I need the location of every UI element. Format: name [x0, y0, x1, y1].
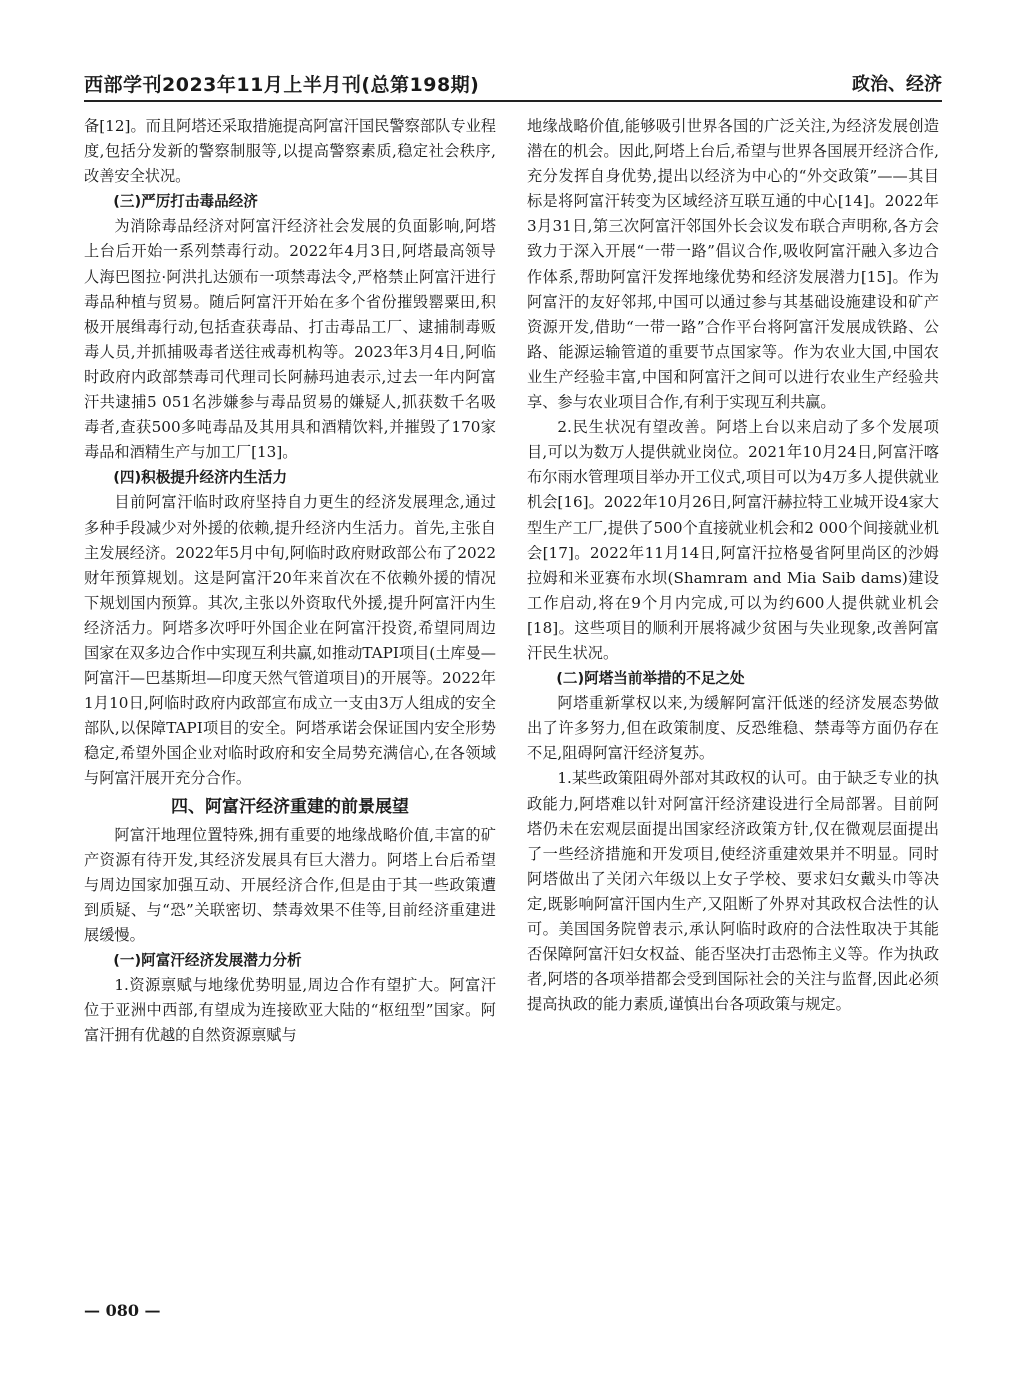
journal-title: 西部学刊2023年11月上半月刊(总第198期)	[84, 74, 480, 96]
paragraph: 2.民生状况有望改善。阿塔上台以来启动了多个发展项目,可以为数万人提供就业岗位。2021年10月24日,阿富汗喀布尔雨水管理项目举办开工仪式,项目可以为4万多人提供就业机会[16]。2022年10月26日,阿富汗赫拉特工业城开设4家大型生产工厂,提供了500个直接就业机会和2 000个间接就业机会[17]。2022年11月14日,阿富汗拉格曼省阿里尚区的沙姆拉姆和米亚赛布水坝(Shamram and Mia Saib dams)建设工作启动,将在9个月内完成,可以为约600人提供就业机会[18]。这些项目的顺利开展将减少贫困与失业现象,改善阿富汗民生状况。	[527, 418, 939, 662]
paragraph: 阿塔重新掌权以来,为缓解阿富汗低迷的经济发展态势做出了许多努力,但在政策制度、反恐维稳、禁毒等方面仍存在不足,阻碍阿富汗经济复苏。	[527, 694, 939, 763]
paragraph: 为消除毒品经济对阿富汗经济社会发展的负面影响,阿塔上台后开始一系列禁毒行动。2022年4月3日,阿塔最高领导人海巴图拉·阿洪扎达颁布一项禁毒法令,严格禁止阿富汗进行毒品种植与贸易。随后阿富汗开始在多个省份摧毁罂粟田,积极开展缉毒行动,包括查获毒品、打击毒品工厂、逮捕制毒贩毒人员,并抓捕吸毒者送往戒毒机构等。2023年3月4日,阿临时政府内政部禁毒司代理司长阿赫玛迪表示,过去一年内阿富汗共逮捕5 051名涉嫌参与毒品贸易的嫌疑人,抓获数千名吸毒者,查获500多吨毒品及其用具和酒精饮料,并摧毁了170家毒品和酒精生产与加工厂[13]。	[84, 217, 496, 462]
left-column	[84, 114, 496, 1048]
paragraph: 1.资源禀赋与地缘优势明显,周边合作有望扩大。阿富汗位于亚洲中西部,有望成为连接欧亚大陆的“枢纽型”国家。阿富汗拥有优越的自然资源禀赋与	[84, 976, 496, 1045]
paragraph: 阿富汗地理位置特殊,拥有重要的地缘战略价值,丰富的矿产资源有待开发,其经济发展具有巨大潜力。阿塔上台后希望与周边国家加强互动、开展经济合作,但是由于其一些政策遭到质疑、与“恐”关联密切、禁毒效果不佳等,目前经济重建进展缓慢。	[84, 825, 496, 944]
subsection-heading: (三)严厉打击毒品经济	[113, 193, 258, 211]
running-header	[84, 66, 942, 106]
subsection-heading: (一)阿富汗经济发展潜力分析	[113, 952, 302, 969]
paragraph: 备[12]。而且阿塔还采取措施提高阿富汗国民警察部队专业程度,包括分发新的警察制服等,以提高警察素质,稳定社会秩序,改善安全状况。	[84, 117, 496, 186]
subsection-heading: (二)阿塔当前举措的不足之处	[556, 670, 745, 688]
page-number: — 080 —	[84, 1301, 161, 1320]
right-column	[527, 114, 939, 1017]
section-title: 政治、经济	[852, 74, 942, 95]
subsection-heading: (四)积极提升经济内生活力	[113, 469, 288, 487]
paragraph: 地缘战略价值,能够吸引世界各国的广泛关注,为经济发展创造潜在的机会。因此,阿塔上台后,希望与世界各国展开经济合作,充分发挥自身优势,提出以经济为中心的“外交政策”——其目标是将阿富汗转变为区域经济互联互通的中心[14]。2022年3月31日,第三次阿富汗邻国外长会议发布联合声明称,各方会致力于深入开展“一带一路”倡议合作,吸收阿富汗融入多边合作体系,帮助阿富汗发挥地缘优势和经济发展潜力[15]。作为阿富汗的友好邻邦,中国可以通过参与其基础设施建设和矿产资源开发,借助“一带一路”合作平台将阿富汗发展成铁路、公路、能源运输管道的重要节点国家等。作为农业大国,中国农业生产经验丰富,中国和阿富汗之间可以进行农业生产经验共享、参与农业项目合作,有利于实现互利共赢。	[527, 117, 939, 412]
section-heading: 四、阿富汗经济重建的前景展望	[171, 796, 409, 817]
header-rule	[84, 100, 942, 102]
paragraph: 目前阿富汗临时政府坚持自力更生的经济发展理念,通过多种手段减少对外援的依赖,提升经济内生活力。首先,主张自主发展经济。2022年5月中旬,阿临时政府财政部公布了2022财年预算规划。这是阿富汗20年来首次在不依赖外援的情况下规划国内预算。其次,主张以外资取代外援,提升阿富汗内生经济活力。阿塔多次呼吁外国企业在阿富汗投资,希望同周边国家在双多边合作中实现互利共赢,如推动TAPI项目(土库曼—阿富汗—巴基斯坦—印度天然气管道项目)的开展等。2022年1月10日,阿临时政府内政部宣布成立一支由3万人组成的安全部队,以保障TAPI项目的安全。阿塔承诺会保证国内安全形势稳定,希望外国企业对临时政府和安全局势充满信心,在各领域与阿富汗展开充分合作。	[84, 493, 496, 788]
paragraph: 1.某些政策阻碍外部对其政权的认可。由于缺乏专业的执政能力,阿塔难以针对阿富汗经济建设进行全局部署。目前阿塔仍未在宏观层面提出国家经济政策方针,仅在微观层面提出了一些经济措施和开发项目,使经济重建效果并不明显。同时阿塔做出了关闭六年级以上女子学校、要求妇女戴头巾等决定,既影响阿富汗国内生产,又阻断了外界对其政权合法性的认可。美国国务院曾表示,承认阿临时政府的合法性取决于其能否保障阿富汗妇女权益、能否坚决打击恐怖主义等。作为执政者,阿塔的各项举措都会受到国际社会的关注与监督,因此必须提高执政的能力素质,谨慎出台各项政策与规定。	[527, 769, 939, 1014]
